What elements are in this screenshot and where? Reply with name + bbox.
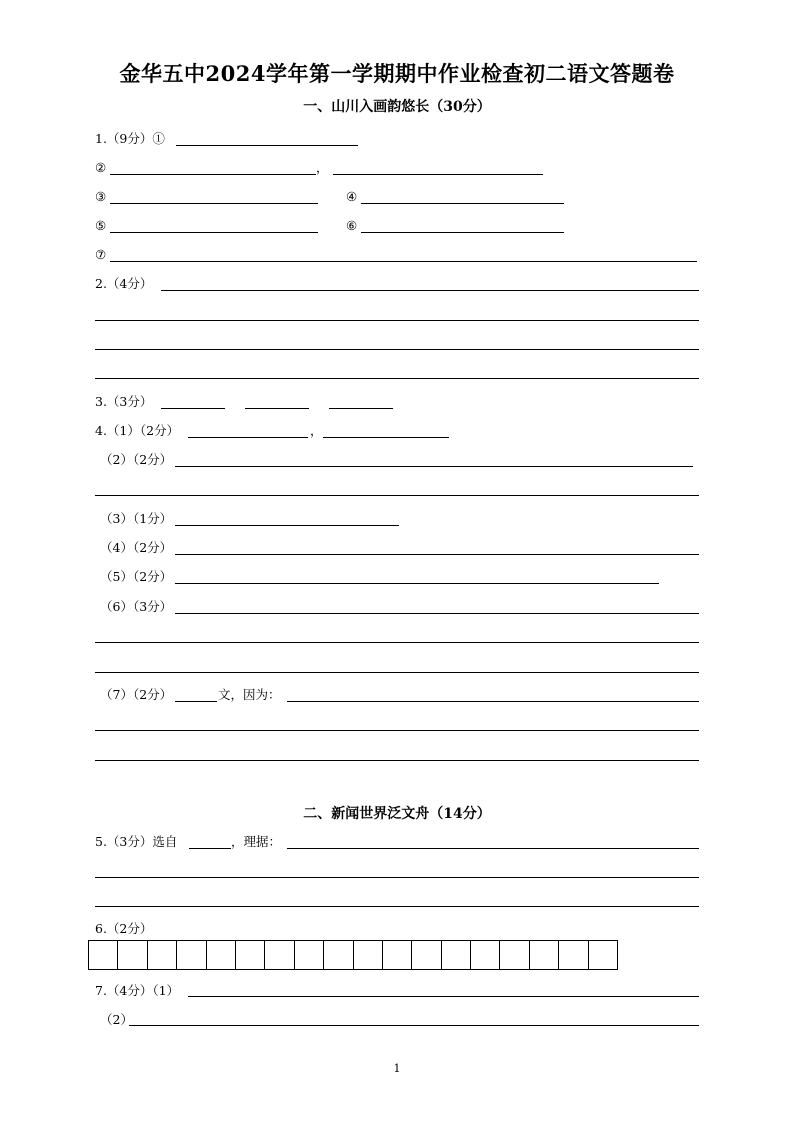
grid-cell[interactable] — [442, 941, 471, 969]
answer-line-4-5[interactable] — [175, 583, 659, 584]
grid-cell[interactable] — [177, 941, 206, 969]
answer-line-7-2[interactable] — [129, 1025, 699, 1026]
grid-cell[interactable] — [148, 941, 177, 969]
grid-cell[interactable] — [500, 941, 529, 969]
answer-line-4-1a[interactable] — [188, 437, 308, 438]
grid-cell[interactable] — [589, 941, 617, 969]
grid-cell[interactable] — [89, 941, 118, 969]
answer-line-4-7b[interactable] — [95, 730, 699, 731]
grid-cell[interactable] — [412, 941, 441, 969]
question-4-2-label: （2）（2分） — [100, 452, 173, 467]
blank-3-label: ③ — [95, 189, 107, 204]
character-grid — [88, 940, 618, 970]
answer-line-1-1[interactable] — [176, 145, 358, 146]
question-5-label: 5.（3分）选自 — [95, 834, 178, 849]
answer-line-1-7[interactable] — [110, 261, 697, 262]
answer-line-1-6[interactable] — [361, 232, 564, 233]
question-4-5-label: （5）（2分） — [100, 569, 173, 584]
answer-line-2-4[interactable] — [95, 378, 699, 379]
question-1-label: 1.（9分）① — [95, 131, 165, 146]
answer-line-5-3[interactable] — [95, 906, 699, 907]
answer-line-4-2b[interactable] — [95, 495, 699, 496]
blank-6-label: ⑥ — [346, 218, 358, 233]
answer-line-5-1[interactable] — [287, 848, 699, 849]
grid-cell[interactable] — [471, 941, 500, 969]
question-4-6-label: （6）（3分） — [100, 599, 173, 614]
page-title: 金华五中2024学年第一学期期中作业检查初二语文答题卷 — [119, 61, 675, 86]
answer-line-4-6c[interactable] — [95, 672, 699, 673]
answer-line-4-7-choice[interactable] — [175, 701, 217, 702]
answer-line-4-4[interactable] — [175, 554, 699, 555]
grid-cell[interactable] — [383, 941, 412, 969]
answer-line-1-2a[interactable] — [110, 174, 316, 175]
answer-line-4-3[interactable] — [175, 525, 399, 526]
blank-7-label: ⑦ — [95, 247, 107, 262]
question-2-label: 2.（4分） — [95, 276, 153, 291]
blank-5-label: ⑤ — [95, 218, 107, 233]
answer-line-1-2b[interactable] — [333, 174, 543, 175]
question-5-reason-label: ，理据： — [231, 834, 282, 849]
page-number: 1 — [393, 1062, 401, 1075]
blank-4-label: ④ — [346, 189, 358, 204]
answer-line-4-1b[interactable] — [323, 437, 449, 438]
answer-line-5-source[interactable] — [189, 848, 231, 849]
section-heading-2: 二、新闻世界泛文舟（14分） — [303, 806, 491, 822]
grid-cell[interactable] — [559, 941, 588, 969]
section-heading-1: 一、山川入画韵悠长（30分） — [303, 99, 491, 115]
question-4-7-label: （7）（2分） — [100, 687, 173, 702]
answer-line-4-6b[interactable] — [95, 642, 699, 643]
answer-line-1-5[interactable] — [110, 232, 318, 233]
answer-line-4-7c[interactable] — [95, 760, 699, 761]
grid-cell[interactable] — [236, 941, 265, 969]
grid-cell[interactable] — [354, 941, 383, 969]
answer-line-5-2[interactable] — [95, 877, 699, 878]
grid-cell[interactable] — [265, 941, 294, 969]
grid-cell[interactable] — [324, 941, 353, 969]
answer-line-4-2a[interactable] — [175, 466, 693, 467]
answer-line-2-3[interactable] — [95, 349, 699, 350]
answer-line-3-2[interactable] — [245, 408, 309, 409]
question-6-label: 6.（2分） — [95, 921, 153, 936]
grid-cell[interactable] — [295, 941, 324, 969]
blank-2-label: ② — [95, 160, 107, 175]
comma-separator: ， — [310, 423, 323, 438]
answer-line-1-4[interactable] — [361, 203, 564, 204]
answer-line-2-2[interactable] — [95, 320, 699, 321]
grid-cell[interactable] — [530, 941, 559, 969]
comma-separator: ， — [316, 160, 329, 175]
answer-line-1-3[interactable] — [110, 203, 318, 204]
answer-line-3-3[interactable] — [329, 408, 393, 409]
question-7-1-label: 7.（4分）（1） — [95, 983, 180, 998]
question-4-4-label: （4）（2分） — [100, 540, 173, 555]
grid-cell[interactable] — [207, 941, 236, 969]
question-7-2-label: （2） — [100, 1012, 133, 1027]
answer-line-7-1[interactable] — [188, 996, 699, 997]
grid-cell[interactable] — [118, 941, 147, 969]
answer-line-4-7a[interactable] — [287, 701, 699, 702]
question-4-7-reason-label: 文，因为： — [218, 687, 281, 702]
question-4-1-label: 4.（1）（2分） — [95, 423, 180, 438]
answer-line-4-6a[interactable] — [175, 613, 699, 614]
answer-line-3-1[interactable] — [161, 408, 225, 409]
answer-line-2-1[interactable] — [161, 290, 699, 291]
question-3-label: 3.（3分） — [95, 394, 153, 409]
question-4-3-label: （3）（1分） — [100, 511, 173, 526]
